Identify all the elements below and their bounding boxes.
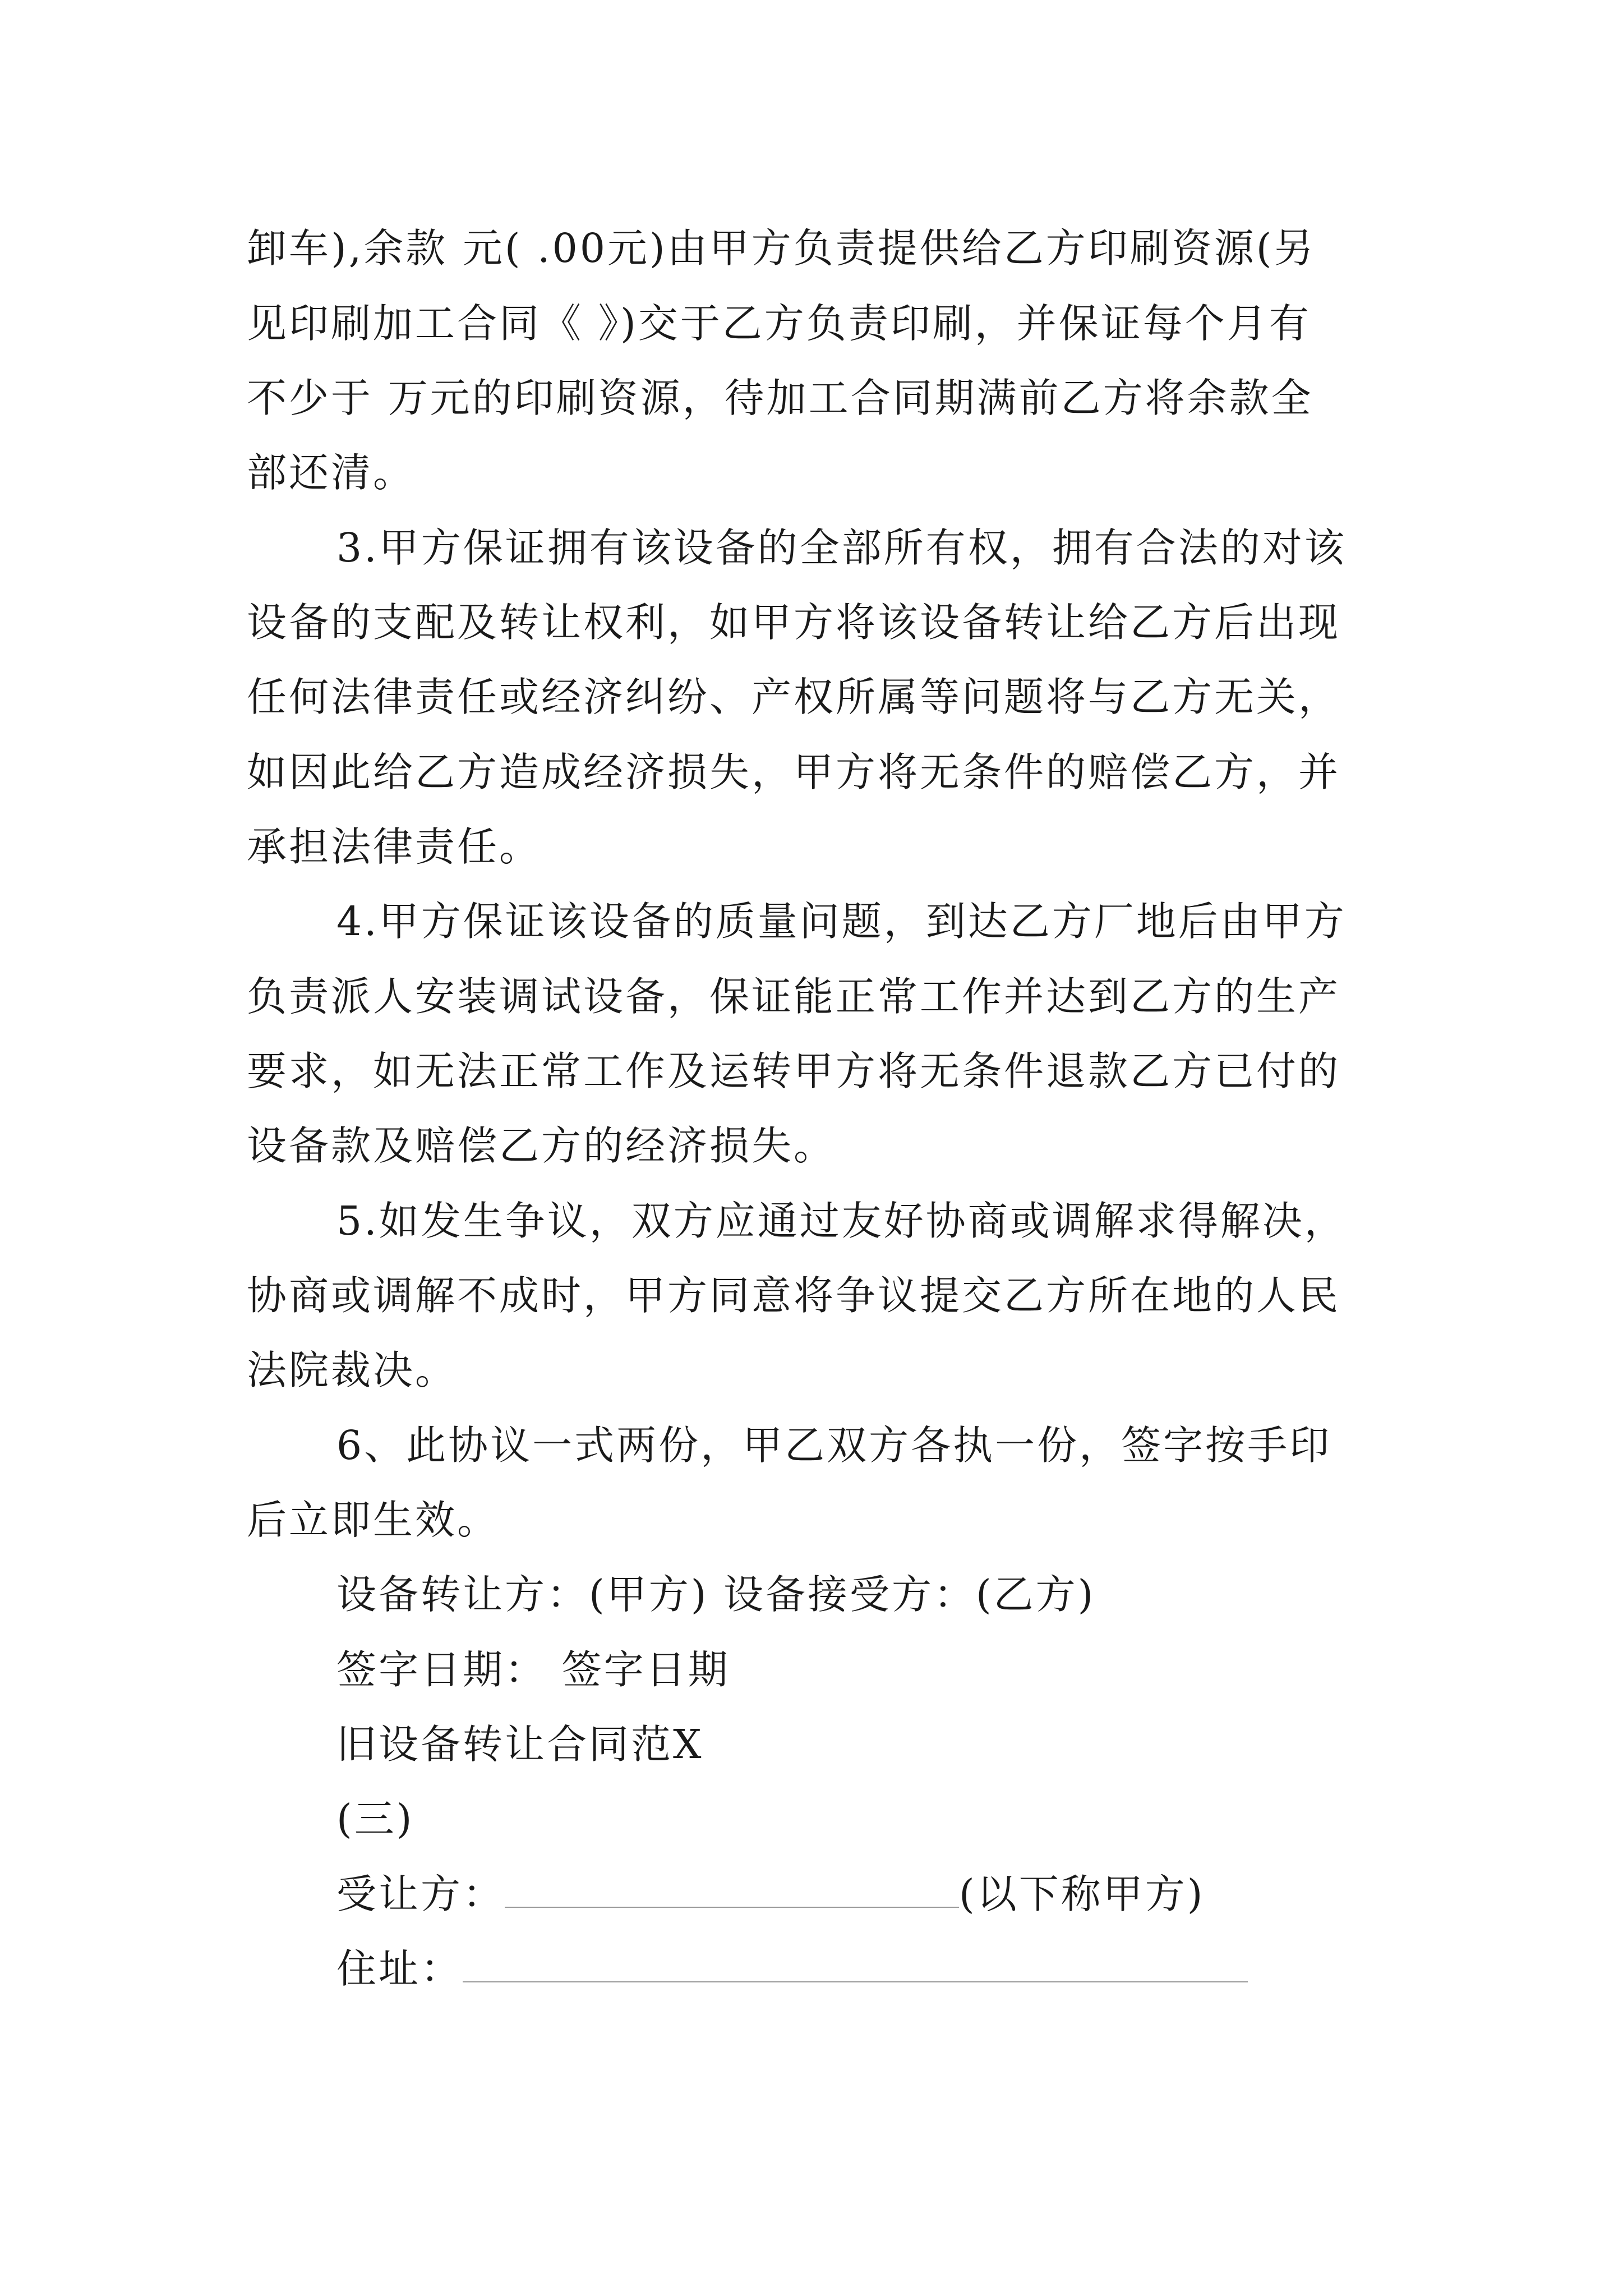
- paragraph-line: 设备款及赔偿乙方的经济损失。: [247, 1122, 836, 1169]
- paragraph-line: 6、此协议一式两份，甲乙双方各执一份，签字按手印: [336, 1422, 1332, 1469]
- paragraph-line: 设备的支配及转让权利，如甲方将该设备转让给乙方后出现: [247, 599, 1341, 646]
- paragraph-line: 3.甲方保证拥有该设备的全部所有权，拥有合法的对该: [336, 524, 1347, 571]
- paragraph-line: 4.甲方保证该设备的质量问题，到达乙方厂地后由甲方: [336, 898, 1347, 945]
- paragraph-line: 协商或调解不成时，甲方同意将争议提交乙方所在地的人民: [247, 1272, 1341, 1319]
- address-blank[interactable]: [463, 1947, 1248, 1982]
- paragraph-line: 负责派人安装调试设备，保证能正常工作并达到乙方的生产: [247, 973, 1341, 1020]
- paragraph-line: 部还清。: [247, 449, 416, 496]
- transferee-blank[interactable]: [505, 1872, 959, 1908]
- paragraph-line: 5.如发生争议，双方应通过友好协商或调解求得解决，: [336, 1198, 1347, 1244]
- paragraph-line: 不少于 万元的印刷资源，待加工合同期满前乙方将余款全: [247, 375, 1313, 421]
- transferee-label: 受让方：: [336, 1871, 505, 1917]
- paragraph-line: 后立即生效。: [247, 1497, 500, 1543]
- paragraph-line: 卸车),余款 元( .00元)由甲方负责提供给乙方印刷资源(另: [247, 225, 1316, 272]
- transferee-suffix: (以下称甲方): [959, 1871, 1205, 1917]
- parties-line: 设备转让方：(甲方) 设备接受方：(乙方): [336, 1571, 1096, 1618]
- paragraph-line: 如因此给乙方造成经济损失，甲方将无条件的赔偿乙方，并: [247, 749, 1341, 795]
- paragraph-line: 任何法律责任或经济纠纷、产权所属等问题将与乙方无关，: [247, 674, 1341, 720]
- paragraph-line: 承担法律责任。: [247, 823, 542, 870]
- paragraph-line: 要求，如无法正常工作及运转甲方将无条件退款乙方已付的: [247, 1048, 1341, 1094]
- transferee-line: [336, 1866, 1205, 1922]
- paragraph-line: 见印刷加工合同《 》)交于乙方负责印刷，并保证每个月有: [247, 300, 1311, 347]
- address-label: 住址：: [336, 1945, 463, 1992]
- sign-dates-line: 签字日期： 签字日期: [336, 1646, 730, 1693]
- section-number: (三): [336, 1796, 414, 1842]
- address-line: [336, 1941, 1248, 1997]
- next-title-line: 旧设备转让合同范X: [336, 1721, 704, 1768]
- paragraph-line: 法院裁决。: [247, 1347, 458, 1393]
